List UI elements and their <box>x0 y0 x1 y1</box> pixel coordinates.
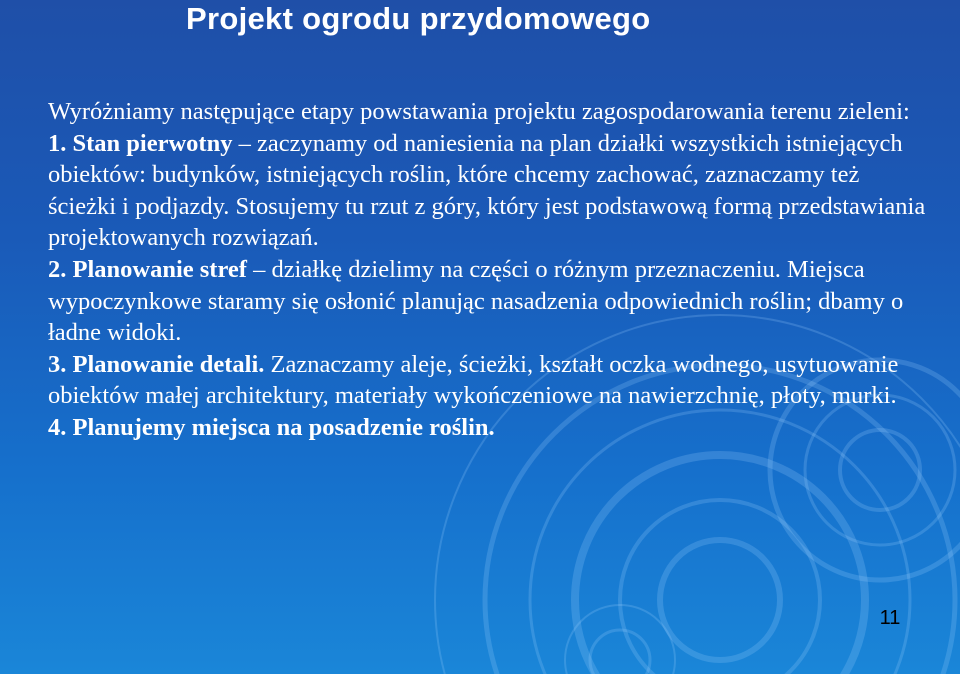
step-4 <box>48 412 928 444</box>
step-1 <box>48 128 928 254</box>
step-3-text: Zaznaczamy aleje, ścieżki, kształt oczka wodnego, usytuowanie obiektów małej architektury, materiały wykończeniowe na nawierzchnię, płoty, murki. <box>48 350 899 410</box>
slide-title: Projekt ogrodu przydomowego <box>186 1 651 36</box>
step-2 <box>48 254 928 349</box>
step-1-text: – zaczynamy od naniesienia na plan działki wszystkich istniejących obiektów: budynków, istniejących roślin, które chcemy zachować, zaznaczamy też ścieżki i podjazdy. Stosujemy tu rzut z góry, który jest podstawową formą przedstawiania projektowanych rozwiązań. <box>48 129 926 252</box>
step-3-label: 3. Planowanie detali. <box>48 350 265 378</box>
intro-paragraph: Wyróżniamy następujące etapy powstawania projektu zagospodarowania terenu zieleni: <box>48 98 910 125</box>
slide-body <box>48 96 928 444</box>
step-2-label: 2. Planowanie stref <box>48 255 247 283</box>
step-3 <box>48 349 928 412</box>
step-1-label: 1. Stan pierwotny <box>48 129 233 157</box>
step-2-text: – działkę dzielimy na części o różnym przeznaczeniu. Miejsca wypoczynkowe staramy się osłonić planując nasadzenia odpowiednich roślin; dbamy o ładne widoki. <box>48 255 904 347</box>
page-number: 11 <box>879 607 901 629</box>
step-4-label: 4. Planujemy miejsca na posadzenie roślin. <box>48 413 495 441</box>
